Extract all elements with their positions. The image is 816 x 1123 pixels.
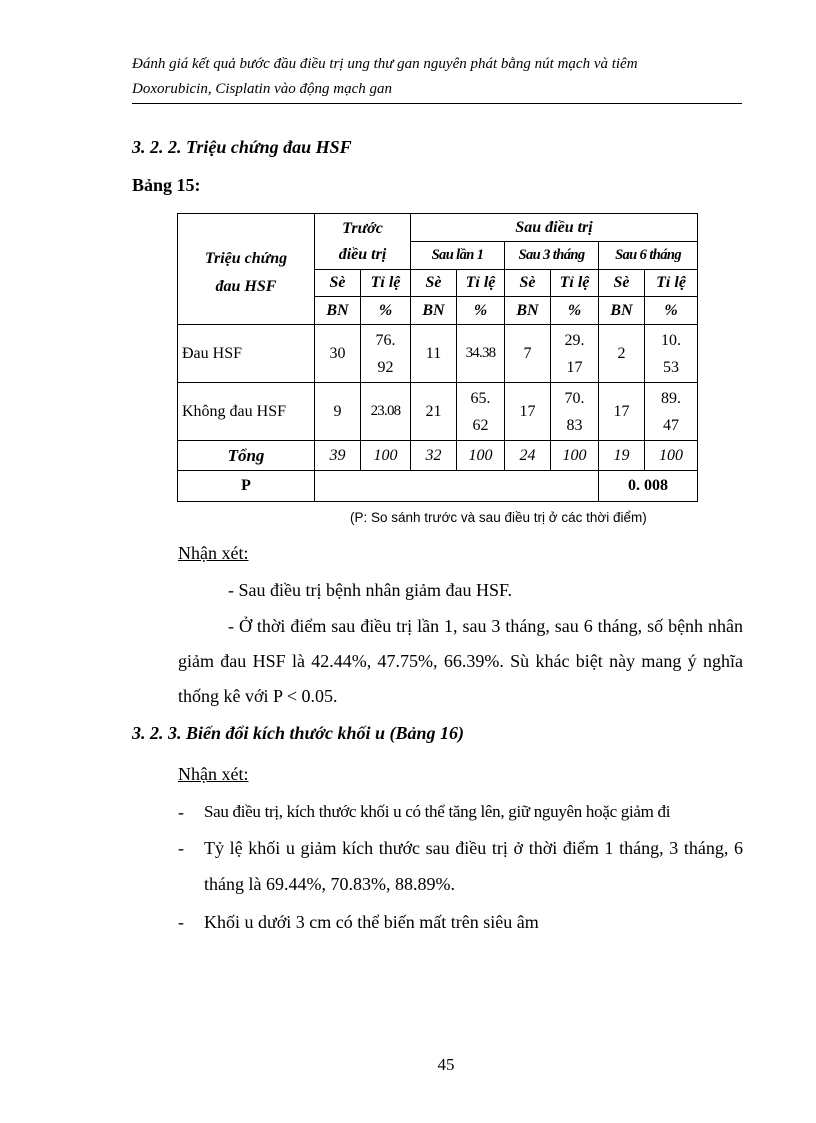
cell bbox=[599, 383, 645, 441]
rate-header: Tỉ lệ bbox=[551, 270, 599, 297]
cell bbox=[645, 325, 698, 383]
cell-value: 62 bbox=[472, 416, 489, 434]
cell-value: 17 bbox=[566, 358, 583, 376]
cell bbox=[411, 325, 457, 383]
cell-value: 76. bbox=[375, 331, 396, 349]
rate-header-unit: % bbox=[551, 297, 599, 325]
cell-value: 65. bbox=[470, 389, 491, 407]
cell bbox=[551, 325, 599, 383]
rate-header: Tỉ lệ bbox=[457, 270, 505, 297]
corner-header-cell bbox=[178, 214, 315, 325]
bullet-text: Khối u dưới 3 cm có thể biến mất trên siêu âm bbox=[204, 912, 539, 932]
total-value: 19 bbox=[599, 441, 645, 471]
bullet-text: Tỷ lệ khối u giảm kích thước sau điều trị ở thời điểm 1 tháng, 3 tháng, 6 tháng là 69.44%, 70.83%, 88.89%. bbox=[204, 838, 743, 894]
cell bbox=[505, 325, 551, 383]
cell bbox=[505, 383, 551, 441]
count-header-unit: BN bbox=[411, 297, 457, 325]
running-header bbox=[132, 52, 742, 102]
header-line-2: Doxorubicin, Cisplatin vào động mạch gan bbox=[132, 81, 392, 97]
total-value: 24 bbox=[505, 441, 551, 471]
bullet-dash: - bbox=[178, 802, 184, 822]
count-header: Sè bbox=[411, 270, 457, 297]
cell-value: 9 bbox=[333, 403, 342, 420]
count-header-unit: BN bbox=[599, 297, 645, 325]
cell bbox=[361, 325, 411, 383]
rate-header-unit: % bbox=[457, 297, 505, 325]
header-line-1: Đánh giá kết quả bước đầu điều trị ung thư gan nguyên phát bằng nút mạch và tiêm bbox=[132, 56, 638, 72]
cell bbox=[315, 325, 361, 383]
p-row bbox=[178, 471, 698, 502]
count-header: Sè bbox=[505, 270, 551, 297]
cell-value: 47 bbox=[663, 416, 680, 434]
count-header: Sè bbox=[315, 270, 361, 297]
corner-header-line-1: Triệu chứng bbox=[204, 250, 288, 267]
corner-header-line-2: đau HSF bbox=[215, 278, 277, 295]
count-header: Sè bbox=[599, 270, 645, 297]
list-item bbox=[178, 830, 743, 902]
p-value: 0. 008 bbox=[599, 471, 698, 502]
cell-value: 7 bbox=[523, 345, 532, 362]
bullet-text: Sau điều trị, kích thước khối u có thể tăng lên, giữ nguyên hoặc giảm đi bbox=[204, 802, 671, 821]
header-divider bbox=[132, 103, 742, 104]
remark-item-2: - Ở thời điểm sau điều trị lần 1, sau 3 tháng, sau 6 tháng, số bệnh nhân giảm đau HSF là 42.44%, 47.75%, 66.39%. Sù khác biệt này mang ý nghĩa thống kê với P < 0.05. bbox=[178, 616, 743, 706]
after-sub-header-2: Sau 3 tháng bbox=[505, 242, 599, 270]
bullet-dash: - bbox=[178, 912, 184, 932]
remarks-label: Nhận xét: bbox=[178, 543, 249, 563]
list-item bbox=[178, 904, 743, 940]
remarks-label: Nhận xét: bbox=[178, 764, 249, 784]
cell-value: 11 bbox=[425, 345, 442, 362]
cell bbox=[457, 325, 505, 383]
section-heading-3-2-3: 3. 2. 3. Biến đổi kích thước khối u (Bảng 16) bbox=[132, 723, 464, 743]
cell bbox=[361, 383, 411, 441]
table-15 bbox=[177, 213, 698, 502]
total-row bbox=[178, 441, 698, 471]
cell-value: 23.08 bbox=[370, 403, 401, 419]
total-value: 32 bbox=[411, 441, 457, 471]
rate-header: Tỉ lệ bbox=[645, 270, 698, 297]
cell-value: 53 bbox=[663, 358, 680, 376]
page-number: 45 bbox=[437, 1055, 455, 1074]
p-empty-cell bbox=[315, 471, 599, 502]
table-row bbox=[178, 325, 698, 383]
cell-value: 34.38 bbox=[465, 345, 496, 361]
after-sub-header-1: Sau lần 1 bbox=[411, 242, 505, 270]
table-note: (P: So sánh trước và sau điều trị ở các thời điểm) bbox=[350, 510, 647, 525]
row-label: Đau HSF bbox=[178, 325, 315, 383]
cell bbox=[599, 325, 645, 383]
before-header-line-2: điều trị bbox=[338, 245, 387, 263]
rate-header-unit: % bbox=[361, 297, 411, 325]
cell-value: 2 bbox=[617, 345, 626, 362]
rate-header-unit: % bbox=[645, 297, 698, 325]
count-header-unit: BN bbox=[315, 297, 361, 325]
cell-value: 70. bbox=[564, 389, 585, 407]
total-value: 39 bbox=[315, 441, 361, 471]
cell bbox=[411, 383, 457, 441]
count-header-unit: BN bbox=[505, 297, 551, 325]
total-value: 100 bbox=[551, 441, 599, 471]
total-value: 100 bbox=[457, 441, 505, 471]
cell-value: 17 bbox=[613, 403, 630, 420]
cell-value: 29. bbox=[564, 331, 585, 349]
bullet-dash: - bbox=[178, 838, 184, 858]
after-sub-header-3: Sau 6 tháng bbox=[599, 242, 698, 270]
list-item bbox=[178, 794, 743, 830]
section-heading-3-2-2: 3. 2. 2. Triệu chứng đau HSF bbox=[132, 137, 352, 157]
rate-header: Tỉ lệ bbox=[361, 270, 411, 297]
cell-value: 92 bbox=[377, 358, 394, 376]
cell-value: 30 bbox=[329, 345, 346, 362]
cell-value: 10. bbox=[661, 331, 682, 349]
cell-value: 83 bbox=[566, 416, 583, 434]
total-label: Tổng bbox=[178, 441, 315, 471]
total-value: 100 bbox=[645, 441, 698, 471]
before-treatment-header bbox=[315, 214, 411, 270]
table-row bbox=[178, 383, 698, 441]
after-treatment-header: Sau điều trị bbox=[411, 214, 698, 242]
cell bbox=[551, 383, 599, 441]
total-value: 100 bbox=[361, 441, 411, 471]
cell bbox=[457, 383, 505, 441]
p-label: P bbox=[178, 471, 315, 502]
cell-value: 17 bbox=[519, 403, 536, 420]
row-label: Không đau HSF bbox=[178, 383, 315, 441]
cell-value: 89. bbox=[661, 389, 682, 407]
cell bbox=[645, 383, 698, 441]
cell-value: 21 bbox=[425, 403, 442, 420]
cell bbox=[315, 383, 361, 441]
remark-item-1: - Sau điều trị bệnh nhân giảm đau HSF. bbox=[228, 580, 513, 600]
before-header-line-1: Trước bbox=[342, 219, 383, 237]
table-15-label: Bảng 15: bbox=[132, 175, 201, 195]
